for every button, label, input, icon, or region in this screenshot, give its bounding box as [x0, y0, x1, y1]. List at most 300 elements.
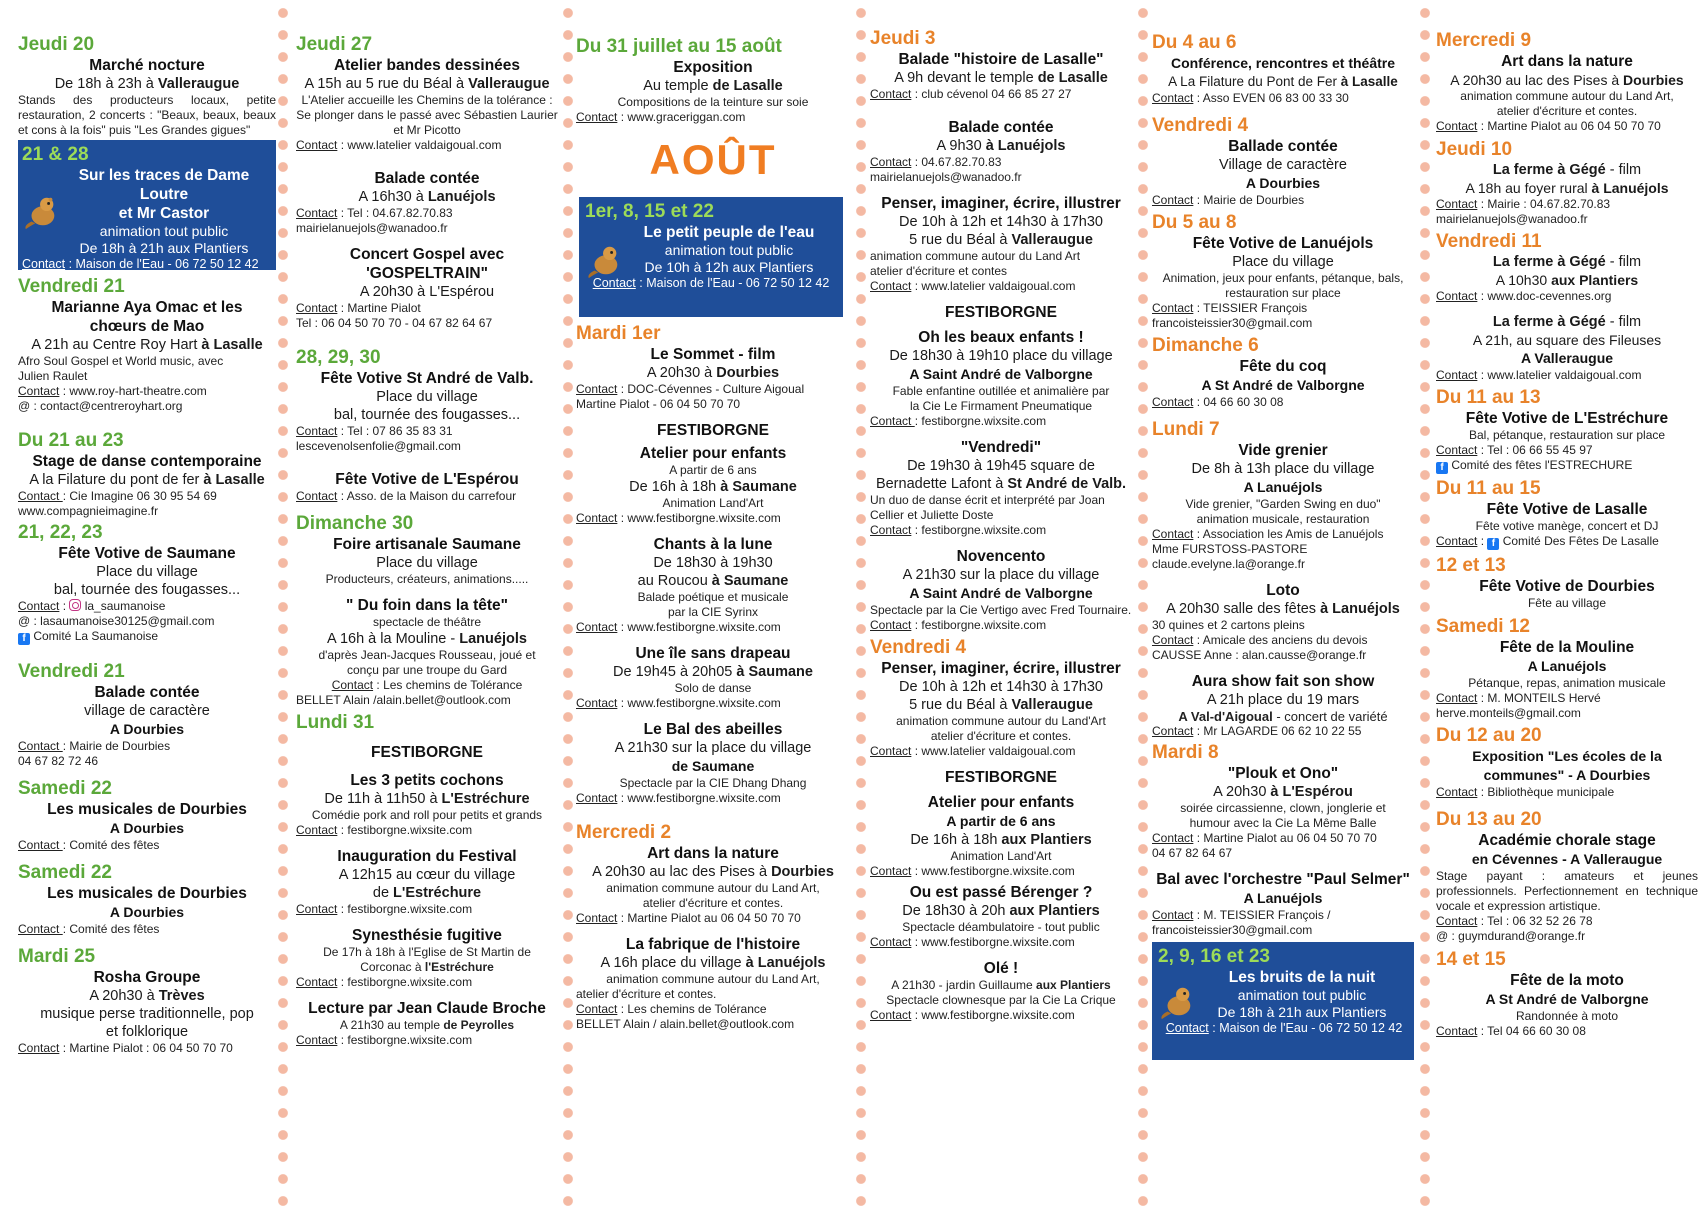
- event-location: A Dourbies: [109, 904, 185, 920]
- dots-divider-2: [563, 0, 573, 1213]
- event-description: Fable enfantine outillée et animalière par: [892, 384, 1110, 398]
- event-contact: Contact : 04 66 60 30 08: [1152, 395, 1284, 409]
- event-description: Animation Land'Art: [950, 849, 1052, 863]
- event-date: Vendredi 4: [1152, 115, 1249, 136]
- event-location: De 8h à 13h place du village: [1191, 461, 1375, 477]
- event-location: A 18h au foyer rural à Lanuéjols: [1465, 180, 1669, 196]
- event-contact: Contact : www.festiborgne.wixsite.com: [576, 511, 781, 525]
- event-location: A 16h place du village à Lanuéjols: [600, 955, 826, 971]
- event-description: conçu par une troupe du Gard: [346, 663, 508, 677]
- event-contact: Contact : www.festiborgne.wixsite.com: [870, 1008, 1075, 1022]
- event-location: A St André de Valborgne: [1485, 991, 1649, 1007]
- event-description: d'après Jean-Jacques Rousseau, joué et: [318, 648, 536, 662]
- event-location: A 9h30 à Lanuéjols: [936, 138, 1066, 154]
- event-title: Exposition "Les écoles de la: [1472, 748, 1662, 764]
- event-title: Vide grenier: [1238, 442, 1328, 459]
- event-location: A 21h au Centre Roy Hart à Lasalle: [31, 337, 263, 353]
- event-contact: Contact : DOC-Cévennes - Culture Aigoual: [576, 382, 805, 396]
- event-description: Comédie pork and roll pour petits et grands: [311, 808, 543, 822]
- event-title: Synesthésie fugitive: [352, 927, 502, 944]
- event-contact: francoisteissier30@gmail.com: [1152, 316, 1313, 330]
- event-title: Fête Votive de L'Estréchure: [1465, 410, 1669, 427]
- event-title: Exposition: [673, 59, 753, 76]
- event-title: Fête Votive de L'Espérou: [335, 471, 519, 488]
- event-location: A 20h30 au lac des Pises à Dourbies: [592, 864, 834, 880]
- event-date: Vendredi 21: [18, 661, 125, 682]
- event-contact: Contact : www.latelier valdaigoual.com: [296, 138, 502, 152]
- event-date: Mardi 8: [1152, 742, 1219, 763]
- event-title: communes" - A Dourbies: [1483, 767, 1651, 783]
- event-contact: herve.monteils@gmail.com: [1436, 706, 1581, 720]
- event-location: De 18h à 23h à Valleraugue: [54, 76, 240, 92]
- event-description: Un duo de danse écrit et interprété par Joan Cellier et Juliette Doste: [870, 493, 1105, 522]
- event-contact: Contact : f Comité Des Fêtes De Lasalle: [1436, 534, 1659, 549]
- dots-divider-4: [1138, 0, 1148, 1213]
- event-date: Lundi 7: [1152, 419, 1220, 440]
- event-title: Fête Votive de Saumane: [58, 545, 236, 562]
- event-contact: Contact : www.latelier valdaigoual.com: [870, 279, 1076, 293]
- event-contact: Contact : www.latelier valdaigoual.com: [1436, 368, 1642, 382]
- event-contact: Contact : festiborgne.wixsite.com: [296, 1033, 473, 1047]
- event-description: Bal, pétanque, restauration sur place: [1468, 428, 1666, 442]
- event-description: Spectacle clownesque par la Cie La Crique: [886, 993, 1116, 1007]
- event-title: Fête de la Mouline: [1499, 639, 1635, 656]
- event-location: de L'Estréchure: [372, 885, 482, 901]
- event-description: Animation, jeux pour enfants, pétanque, bals,: [1162, 271, 1404, 285]
- event-location: Place du village: [1232, 254, 1334, 270]
- event-contact: Contact : Les chemins de Tolérance: [576, 1002, 767, 1016]
- event-description: L'Atelier accueille les Chemins de la tolérance : Se plonger dans le passé avec Sébastien Laurier et Mr Picotto: [296, 93, 558, 137]
- event-location: De 16h à 18h aux Plantiers: [910, 832, 1092, 848]
- event-description: Solo de danse: [674, 681, 752, 695]
- event-title: Fête Votive St André de Valb.: [320, 370, 534, 387]
- event-description: atelier d'écriture et contes.: [930, 729, 1072, 743]
- event-location: A 21h, au square des Fileuses: [1472, 332, 1662, 348]
- event-location: A 10h30 aux Plantiers: [1495, 272, 1639, 288]
- event-description: Afro Soul Gospel et World music, avec: [18, 354, 224, 368]
- event-description: Stands des producteurs locaux, petite restauration, 2 concerts : "Beaux, beaux, beaux et cons à la fois" puis "Les Grandes gigues": [18, 93, 276, 137]
- event-title: Foire artisanale Saumane: [333, 536, 521, 553]
- event-title: Chants à la lune: [653, 536, 773, 553]
- dots-divider-5: [1420, 0, 1430, 1213]
- event-description: Spectacle par la Cie Vertigo avec Fred Tournaire.: [870, 603, 1132, 617]
- event-title: Académie chorale stage: [1478, 832, 1656, 849]
- event-description: musique perse traditionnelle, pop: [40, 1006, 254, 1022]
- event-date: Du 11 au 15: [1436, 478, 1541, 499]
- column-4: [870, 28, 1132, 1213]
- event-title: FESTIBORGNE: [371, 744, 483, 761]
- event-title: " Du foin dans la tête": [346, 597, 508, 614]
- event-contact: f Comité des fêtes l'ESTRECHURE: [1436, 458, 1698, 474]
- event-contact: Contact : www.latelier valdaigoual.com: [870, 744, 1076, 758]
- event-contact: Contact : festiborgne.wixsite.com: [296, 902, 473, 916]
- event-location: A la Filature du pont de fer à Lasalle: [29, 472, 265, 488]
- event-contact: Contact : Comité des fêtes: [18, 922, 160, 936]
- event-description: animation commune autour du Land Art,: [606, 881, 820, 895]
- event-date: Dimanche 6: [1152, 335, 1259, 356]
- event-location: animation tout public: [664, 242, 794, 258]
- event-date: 12 et 13: [1436, 555, 1506, 576]
- event-date: 21, 22, 23: [18, 522, 103, 543]
- event-contact: mairielanuejols@wanadoo.fr: [296, 221, 448, 235]
- event-location: Au temple de Lasalle: [643, 78, 783, 94]
- event-description: Vide grenier, "Garden Swing en duo": [1185, 497, 1381, 511]
- event-location: A 15h au 5 rue du Béal à Valleraugue: [304, 76, 550, 92]
- event-location: De 17h à 18h à l'Eglise de St Martin de: [323, 945, 531, 959]
- event-date: Mardi 1er: [576, 323, 661, 344]
- event-location: A 20h30 salle des fêtes à Lanuéjols: [1166, 601, 1400, 617]
- event-contact: Contact : Asso. de la Maison du carrefour: [296, 489, 517, 503]
- event-contact: Contact : Martine Pialot au 06 04 50 70 70: [576, 911, 801, 925]
- event-contact: Contact : Association les Amis de Lanuéjols: [1152, 527, 1384, 541]
- event-date: Jeudi 3: [870, 28, 936, 49]
- month-heading: AOÛT: [649, 136, 777, 183]
- event-contact: Contact : TEISSIER François: [1152, 301, 1308, 315]
- event-description: animation musicale, restauration: [1196, 512, 1370, 526]
- event-title: Fête Votive de Lanuéjols: [1192, 235, 1374, 252]
- event-title: Les bruits de la nuit: [1228, 969, 1376, 986]
- event-location: A St André de Valborgne: [1201, 377, 1365, 393]
- event-contact: mairielanuejols@wanadoo.fr: [870, 170, 1022, 184]
- event-description: Fête votive manège, concert et DJ: [1475, 519, 1659, 533]
- event-location: Bernadette Lafont à St André de Valb.: [875, 476, 1127, 492]
- event-date: Jeudi 27: [296, 34, 373, 55]
- facebook-icon: f: [18, 633, 30, 645]
- event-description: bal, tournée des fougasses...: [333, 407, 521, 423]
- event-date: Samedi 22: [18, 778, 112, 799]
- event-description: par la CIE Syrinx: [667, 605, 759, 619]
- event-location: De 10h à 12h et 14h30 à 17h30: [899, 214, 1103, 230]
- event-contact: Contact : Cie Imagine 06 30 95 54 69: [18, 489, 217, 503]
- event-title: 'GOSPELTRAIN": [366, 265, 488, 282]
- otter-icon: [22, 192, 60, 232]
- event-contact: Contact : www.festiborgne.wixsite.com: [576, 791, 781, 805]
- event-location: au Roucou à Saumane: [637, 573, 789, 589]
- event-description: A partir de 6 ans: [669, 463, 757, 477]
- event-description: Spectacle déambulatoire - tout public: [902, 920, 1100, 934]
- event-location: A 9h devant le temple de Lasalle: [894, 70, 1108, 86]
- event-title: FESTIBORGNE: [657, 422, 769, 439]
- event-date: Du 5 au 8: [1152, 212, 1237, 233]
- event-title: Novencento: [956, 548, 1046, 565]
- event-title: Oh les beaux enfants !: [918, 329, 1084, 346]
- event-contact: www.compagnieimagine.fr: [18, 504, 159, 518]
- event-title: "Vendredi": [960, 439, 1042, 456]
- facebook-icon: f: [1487, 538, 1499, 550]
- event-contact: Contact : club cévenol 04 66 85 27 27: [870, 87, 1072, 101]
- event-location: Place du village: [96, 564, 198, 580]
- event-box-otter: [18, 140, 276, 270]
- dots-divider-1: [278, 0, 288, 1213]
- event-description: Spectacle par la CIE Dhang Dhang: [619, 776, 807, 790]
- event-contact: Contact : Martine Pialot au 06 04 50 70 70: [1436, 119, 1661, 133]
- event-title: Fête Votive de Lasalle: [1486, 501, 1648, 518]
- event-location: A Dourbies: [109, 721, 185, 737]
- facebook-icon: f: [1436, 462, 1448, 474]
- event-title: Rosha Groupe: [93, 969, 201, 986]
- event-contact: Tel : 06 04 50 70 70 - 04 67 82 64 67: [296, 316, 493, 330]
- event-date: Du 13 au 20: [1436, 809, 1542, 830]
- event-title: Loto: [1266, 582, 1300, 599]
- event-title: Les musicales de Dourbies: [47, 801, 247, 818]
- column-6: [1436, 30, 1698, 1213]
- event-contact: claude.evelyne.la@orange.fr: [1152, 557, 1305, 571]
- event-location: A Dourbies: [1245, 175, 1321, 191]
- event-title: Aura show fait son show: [1191, 673, 1375, 690]
- event-location: bal, tournée des fougasses...: [53, 582, 241, 598]
- event-contact: Contact : www.festiborgne.wixsite.com: [576, 696, 781, 710]
- event-title: chœurs de Mao: [89, 318, 205, 335]
- event-contact: @ : guymdurand@orange.fr: [1436, 929, 1586, 943]
- event-title: en Cévennes - A Valleraugue: [1471, 851, 1663, 867]
- event-description: Compositions de la teinture sur soie: [617, 95, 809, 109]
- event-location: Village de caractère: [1219, 157, 1347, 173]
- event-date: Mercredi 2: [576, 822, 672, 843]
- event-contact: mairielanuejols@wanadoo.fr: [1436, 212, 1588, 226]
- event-location: De 19h45 à 20h05 à Saumane: [613, 664, 813, 680]
- event-location: animation tout public: [1237, 987, 1367, 1003]
- event-description: Animation Land'Art: [662, 496, 764, 510]
- event-description: 30 quines et 2 cartons pleins: [1152, 618, 1305, 632]
- event-title: Olé !: [983, 960, 1019, 977]
- event-location: A 12h15 au cœur du village: [338, 867, 516, 883]
- event-contact: Contact : festiborgne.wixsite.com: [296, 823, 473, 837]
- event-location: A Lanuéjols: [1527, 658, 1607, 674]
- event-description: Randonnée à moto: [1515, 1009, 1619, 1023]
- event-contact: Contact : www.festiborgne.wixsite.com: [576, 620, 781, 634]
- event-contact: Contact : Mairie : 04.67.82.70.83: [1436, 197, 1611, 211]
- event-description: Fête au village: [1527, 596, 1607, 610]
- event-title: Les musicales de Dourbies: [47, 885, 247, 902]
- event-contact: Contact : Bibliothèque municipale: [1436, 785, 1615, 799]
- event-contact: Contact : Comité des fêtes: [18, 838, 160, 852]
- event-location: De 11h à 11h50 à L'Estréchure: [324, 791, 530, 807]
- event-date: 14 et 15: [1436, 949, 1506, 970]
- event-description: animation commune autour du Land Art,: [1460, 89, 1674, 103]
- event-title: La ferme à Gégé - film: [1492, 314, 1642, 330]
- event-location: De 18h30 à 19h10 place du village: [889, 348, 1113, 364]
- event-title: Balade "histoire de Lasalle": [898, 51, 1104, 68]
- event-description: restauration sur place: [1225, 286, 1341, 300]
- event-title: Penser, imaginer, écrire, illustrer: [881, 660, 1121, 677]
- event-contact: @ : contact@centreroyhart.org: [18, 399, 183, 413]
- event-location: De 18h à 21h aux Plantiers: [1217, 1004, 1387, 1020]
- event-description: A partir de 6 ans: [946, 813, 1056, 829]
- event-title: La ferme à Gégé - film: [1492, 162, 1642, 178]
- event-date: Du 4 au 6: [1152, 32, 1237, 53]
- event-title: Marianne Aya Omac et les: [51, 299, 243, 316]
- event-location: A Saint André de Valborgne: [909, 585, 1093, 601]
- event-title: Lecture par Jean Claude Broche: [308, 1000, 546, 1017]
- event-title: FESTIBORGNE: [945, 769, 1057, 786]
- event-title: Fête Votive de Dourbies: [1479, 578, 1655, 595]
- event-date: Du 12 au 20: [1436, 725, 1542, 746]
- event-date: Jeudi 20: [18, 34, 95, 55]
- event-contact: Contact : festiborgne.wixsite.com: [870, 414, 1047, 428]
- event-description: la Cie Le Firmament Pneumatique: [909, 399, 1093, 413]
- event-contact: Contact : Mairie de Dourbies: [18, 739, 171, 753]
- event-contact: Contact : www.festiborgne.wixsite.com: [870, 935, 1075, 949]
- event-title: Le petit peuple de l'eau: [643, 224, 815, 241]
- event-contact: Martine Pialot - 06 04 50 70 70: [576, 397, 741, 411]
- event-contact: Contact : Maison de l'Eau - 06 72 50 12 42: [1165, 1021, 1403, 1035]
- event-contact: Contact : Tel 04 66 60 30 08: [1436, 1024, 1586, 1038]
- event-contact: Contact : Maison de l'Eau - 06 72 50 12 42: [22, 257, 259, 271]
- event-date: Du 31 juillet au 15 août: [576, 36, 782, 57]
- event-date: 1er, 8, 15 et 22: [585, 201, 714, 222]
- event-description: atelier d'écriture et contes: [870, 264, 1008, 278]
- event-description: Balade poétique et musicale: [637, 590, 789, 604]
- event-location: De 18h30 à 20h aux Plantiers: [902, 903, 1100, 919]
- column-2: [296, 34, 558, 1213]
- event-title: Art dans la nature: [647, 845, 779, 862]
- event-contact: Contact : Amicale des anciens du devois: [1152, 633, 1368, 647]
- event-date: Dimanche 30: [296, 513, 414, 534]
- event-title: Stage de danse contemporaine: [32, 453, 262, 470]
- event-contact: BELLET Alain /alain.bellet@outlook.com: [296, 693, 511, 707]
- event-date: Samedi 12: [1436, 616, 1530, 637]
- event-contact: Contact : Maison de l'Eau - 06 72 50 12 42: [592, 276, 830, 290]
- event-location: A Val-d'Aigoual - concert de variété: [1178, 709, 1388, 724]
- event-location: A Lanuéjols: [1243, 479, 1323, 495]
- event-contact: Contact : www.roy-hart-theatre.com: [18, 384, 207, 398]
- column-3: [576, 36, 850, 1213]
- event-title: Le Bal des abeilles: [643, 721, 783, 738]
- event-date: Samedi 22: [18, 862, 112, 883]
- event-description: spectacle de théâtre: [372, 615, 482, 629]
- event-date: 28, 29, 30: [296, 347, 381, 368]
- event-location: De 18h30 à 19h30: [653, 555, 773, 571]
- event-location: de Saumane: [671, 758, 755, 774]
- event-contact: Contact : Martine Pialot au 06 04 50 70 70: [1152, 831, 1377, 845]
- event-location: A 20h30 à L'Espérou: [359, 284, 495, 300]
- event-title: La ferme à Gégé - film: [1492, 254, 1642, 270]
- event-title: Sur les traces de Dame Loutre: [78, 167, 250, 203]
- event-title: Balade contée: [94, 684, 200, 701]
- event-title: Penser, imaginer, écrire, illustrer: [881, 195, 1121, 212]
- event-description: Stage payant : amateurs et jeunes professionnels. Perfectionnement en technique vocale et expression artistique.: [1436, 869, 1698, 913]
- event-title: "Plouk et Ono": [1227, 765, 1339, 782]
- event-contact: lescevenolsenfolie@gmail.com: [296, 439, 461, 453]
- event-title: Atelier bandes dessinées: [333, 57, 521, 74]
- event-description: Producteurs, créateurs, animations.....: [325, 572, 529, 586]
- event-contact: CAUSSE Anne : alan.causse@orange.fr: [1152, 648, 1367, 662]
- event-contact: Mme FURSTOSS-PASTORE: [1152, 542, 1308, 556]
- event-location: De 16h à 18h à Saumane: [629, 479, 797, 495]
- event-contact: 04 67 82 64 67: [1152, 846, 1233, 860]
- event-location: village de caractère: [84, 703, 210, 719]
- event-location: De 18h à 21h aux Plantiers: [79, 240, 249, 256]
- event-title: Fête du coq: [1239, 358, 1327, 375]
- event-title: Conférence, rencontres et théâtre: [1170, 55, 1396, 71]
- event-description: animation commune autour du Land Art,: [606, 972, 820, 986]
- event-date: Vendredi 11: [1436, 231, 1542, 252]
- event-contact: Contact : la_saumanoise: [18, 599, 166, 613]
- event-contact: 04 67 82 72 46: [18, 754, 99, 768]
- event-location: A 21h30 au temple de Peyrolles: [339, 1018, 515, 1032]
- event-date: 2, 9, 16 et 23: [1158, 946, 1270, 967]
- event-title: Ballade contée: [1228, 138, 1338, 155]
- event-location: A La Filature du Pont de Fer à Lasalle: [1168, 74, 1398, 89]
- event-description: animation commune autour du Land'Art: [896, 714, 1106, 728]
- event-description: atelier d'écriture et contes.: [1496, 104, 1638, 118]
- event-contact: Contact : Martine Pialot: [296, 301, 421, 315]
- event-description: atelier d'écriture et contes.: [576, 987, 717, 1001]
- event-location: A 20h30 à L'Espérou: [1213, 784, 1353, 800]
- event-contact: Contact : M. TEISSIER François /: [1152, 908, 1331, 922]
- event-title: FESTIBORGNE: [945, 304, 1057, 321]
- column-1: [18, 34, 276, 1213]
- otter-icon: [585, 241, 623, 281]
- event-date: Jeudi 10: [1436, 139, 1513, 160]
- event-location: A 20h30 au lac des Pises à Dourbies: [1450, 72, 1684, 88]
- event-box-otter: [1152, 942, 1414, 1060]
- event-contact: Contact : Les chemins de Tolérance: [331, 678, 523, 692]
- event-contact: @ : lasaumanoise30125@gmail.com: [18, 614, 215, 628]
- event-contact: Contact : M. MONTEILS Hervé: [1436, 691, 1601, 705]
- otter-icon: [1158, 982, 1196, 1022]
- event-description: animation commune autour du Land Art: [870, 249, 1081, 263]
- event-title: Balade contée: [948, 119, 1054, 136]
- event-title: La fabrique de l'histoire: [625, 936, 801, 953]
- event-location: De 10h à 12h et 14h30 à 17h30: [899, 679, 1103, 695]
- event-date: Du 21 au 23: [18, 430, 124, 451]
- event-date: Mercredi 9: [1436, 30, 1532, 51]
- event-contact: Contact : www.festiborgne.wixsite.com: [870, 864, 1075, 878]
- event-contact: Contact : www.graceriggan.com: [576, 110, 746, 124]
- event-description: soirée circassienne, clown, jonglerie et: [1180, 801, 1386, 815]
- event-title: et Mr Castor: [118, 205, 210, 222]
- event-date: Vendredi 4: [870, 637, 967, 658]
- event-title: Bal avec l'orchestre "Paul Selmer": [1156, 871, 1410, 888]
- event-title: Concert Gospel avec: [349, 246, 505, 263]
- event-location: A 21h30 sur la place du village: [614, 740, 812, 756]
- event-location: A Saint André de Valborgne: [909, 366, 1093, 382]
- event-title: Inauguration du Festival: [337, 848, 517, 865]
- event-contact: Contact : Asso EVEN 06 83 00 33 30: [1152, 91, 1349, 105]
- event-location: 5 rue du Béal à Valleraugue: [909, 697, 1093, 713]
- event-contact: francoisteissier30@gmail.com: [1152, 923, 1313, 937]
- event-description: Julien Raulet: [18, 369, 88, 383]
- event-title: Balade contée: [374, 170, 480, 187]
- event-contact: Contact : www.doc-cevennes.org: [1436, 289, 1612, 303]
- event-contact: Contact : Mairie de Dourbies: [1152, 193, 1305, 207]
- instagram-icon: [69, 599, 81, 611]
- event-contact: Contact : Mr LAGARDE 06 62 10 22 55: [1152, 724, 1362, 738]
- event-location: A 16h à la Mouline - Lanuéjols: [327, 631, 527, 647]
- event-contact: Contact : Tel : 06 32 52 26 78: [1436, 914, 1593, 928]
- event-contact: Contact : 04.67.82.70.83: [870, 155, 1002, 169]
- event-location: A 21h30 sur la place du village: [902, 567, 1100, 583]
- event-location: A Lanuéjols: [1243, 890, 1323, 906]
- event-title: Une île sans drapeau: [635, 645, 791, 662]
- event-location: De 10h à 12h aux Plantiers: [644, 259, 814, 275]
- event-title: Fête de la moto: [1510, 972, 1624, 989]
- event-description: atelier d'écriture et contes.: [642, 896, 784, 910]
- event-title: Atelier pour enfants: [927, 794, 1075, 811]
- event-location: animation tout public: [99, 223, 229, 239]
- event-contact: BELLET Alain / alain.bellet@outlook.com: [576, 1017, 795, 1031]
- event-contact: Contact : festiborgne.wixsite.com: [870, 618, 1047, 632]
- event-location: 5 rue du Béal à Valleraugue: [909, 232, 1093, 248]
- event-title: Ou est passé Bérenger ?: [909, 884, 1093, 901]
- event-location: De 19h30 à 19h45 square de: [907, 458, 1095, 474]
- event-title: Marché nocture: [89, 57, 205, 74]
- event-date: Mardi 25: [18, 946, 96, 967]
- event-description: humour avec la Cie La Même Balle: [1189, 816, 1377, 830]
- column-5: [1152, 32, 1414, 1213]
- event-contact: Contact : Martine Pialot : 06 04 50 70 70: [18, 1041, 233, 1055]
